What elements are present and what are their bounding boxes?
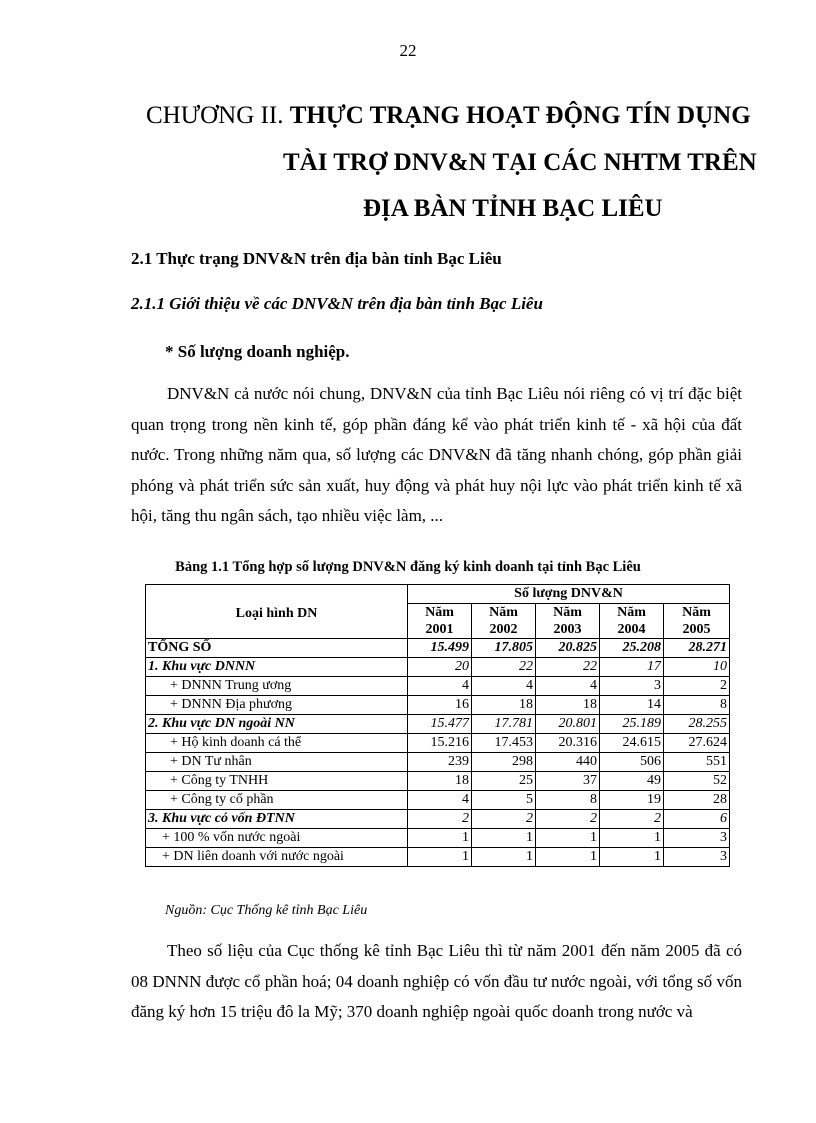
row-label: + DNNN Địa phương — [146, 696, 408, 715]
enterprise-count-table — [145, 584, 730, 867]
cell-value: 1 — [536, 848, 600, 867]
cell-value: 28.255 — [664, 715, 730, 734]
cell-value: 18 — [408, 772, 472, 791]
cell-value: 20.316 — [536, 734, 600, 753]
section-heading-2-1: 2.1 Thực trạng DNV&N trên địa bàn tỉnh Bạc Liêu — [131, 249, 502, 268]
cell-value: 25 — [472, 772, 536, 791]
subheading-enterprise-count: * Số lượng doanh nghiệp. — [165, 342, 350, 361]
row-label: TỔNG SỐ — [146, 639, 408, 658]
cell-value: 15.216 — [408, 734, 472, 753]
cell-value: 4 — [408, 791, 472, 810]
cell-value: 4 — [536, 677, 600, 696]
table-row — [146, 677, 730, 696]
table-row — [146, 696, 730, 715]
cell-value: 4 — [472, 677, 536, 696]
cell-value: 298 — [472, 753, 536, 772]
cell-value: 2 — [664, 677, 730, 696]
chapter-title-text-1: THỰC TRẠNG HOẠT ĐỘNG TÍN DỤNG — [289, 102, 751, 129]
cell-value: 4 — [408, 677, 472, 696]
row-label: 3. Khu vực có vốn ĐTNN — [146, 810, 408, 829]
cell-value: 17.453 — [472, 734, 536, 753]
cell-value: 1 — [408, 848, 472, 867]
chapter-title-line-2 — [283, 150, 816, 175]
table-row — [146, 829, 730, 848]
cell-value: 8 — [536, 791, 600, 810]
cell-value: 25.208 — [600, 639, 664, 658]
cell-value: 28 — [664, 791, 730, 810]
table-row-group — [146, 715, 730, 734]
paragraph-intro: DNV&N cả nước nói chung, DNV&N của tỉnh Bạc Liêu nói riêng có vị trí đặc biệt quan trọng trong nền kinh tế, góp phần đáng kể vào phát triển kinh tế - xã hội của đất nước. Trong những năm qua, số lượng các DNV&N đã tăng nhanh chóng, góp phần giải phóng và phát triển sức sản xuất, huy động và phát huy nội lực vào phát triển kinh tế xã hội, tăng thu ngân sách, tạo nhiều việc làm, ... — [131, 384, 742, 526]
header-year: Năm 2003 — [536, 604, 600, 639]
cell-value: 8 — [664, 696, 730, 715]
cell-value: 3 — [664, 829, 730, 848]
cell-value: 5 — [472, 791, 536, 810]
table-caption: Bảng 1.1 Tổng hợp số lượng DNV&N đăng ký kinh doanh tại tỉnh Bạc Liêu — [175, 559, 641, 575]
cell-value: 20 — [408, 658, 472, 677]
cell-value: 18 — [536, 696, 600, 715]
row-label: + DNNN Trung ương — [146, 677, 408, 696]
cell-value: 1 — [600, 829, 664, 848]
chapter-prefix: CHƯƠNG II. — [146, 102, 290, 129]
row-label: + DN liên doanh với nước ngoài — [146, 848, 408, 867]
row-label: + 100 % vốn nước ngoài — [146, 829, 408, 848]
cell-value: 17 — [600, 658, 664, 677]
cell-value: 10 — [664, 658, 730, 677]
chapter-title-line-3 — [363, 196, 816, 221]
cell-value: 37 — [536, 772, 600, 791]
cell-value: 2 — [472, 810, 536, 829]
cell-value: 2 — [408, 810, 472, 829]
chapter-title-line-1 — [146, 103, 816, 128]
cell-value: 1 — [600, 848, 664, 867]
cell-value: 20.825 — [536, 639, 600, 658]
cell-value: 1 — [408, 829, 472, 848]
cell-value: 3 — [664, 848, 730, 867]
cell-value: 24.615 — [600, 734, 664, 753]
cell-value: 14 — [600, 696, 664, 715]
table-row — [146, 753, 730, 772]
table-row — [146, 772, 730, 791]
cell-value: 3 — [600, 677, 664, 696]
cell-value: 49 — [600, 772, 664, 791]
cell-value: 16 — [408, 696, 472, 715]
cell-value: 2 — [536, 810, 600, 829]
table-row — [146, 791, 730, 810]
cell-value: 239 — [408, 753, 472, 772]
cell-value: 1 — [472, 829, 536, 848]
row-label: + DN Tư nhân — [146, 753, 408, 772]
cell-value: 15.499 — [408, 639, 472, 658]
row-label: 1. Khu vực DNNN — [146, 658, 408, 677]
table-row-group — [146, 658, 730, 677]
header-year: Năm 2004 — [600, 604, 664, 639]
header-year: Năm 2002 — [472, 604, 536, 639]
cell-value: 15.477 — [408, 715, 472, 734]
row-label: + Công ty TNHH — [146, 772, 408, 791]
paragraph-statistics: Theo số liệu của Cục thống kê tỉnh Bạc Liêu thì từ năm 2001 đến năm 2005 đã có 08 DNNN được cổ phần hoá; 04 doanh nghiệp có vốn đầu tư nước ngoài, với tổng số vốn đăng ký hơn 15 triệu đô la Mỹ; 370 doanh nghiệp ngoài quốc doanh trong nước và — [131, 941, 742, 1022]
cell-value: 19 — [600, 791, 664, 810]
cell-value: 506 — [600, 753, 664, 772]
row-label: + Công ty cổ phần — [146, 791, 408, 810]
header-year: Năm 2001 — [408, 604, 472, 639]
header-quantity-group: Số lượng DNV&N — [408, 585, 730, 604]
cell-value: 17.805 — [472, 639, 536, 658]
cell-value: 551 — [664, 753, 730, 772]
page-number: 22 — [399, 41, 417, 60]
cell-value: 440 — [536, 753, 600, 772]
cell-value: 25.189 — [600, 715, 664, 734]
cell-value: 52 — [664, 772, 730, 791]
chapter-title-text-2: TÀI TRỢ DNV&N TẠI CÁC NHTM TRÊN — [283, 149, 757, 176]
table-row — [146, 848, 730, 867]
cell-value: 22 — [536, 658, 600, 677]
row-label: 2. Khu vực DN ngoài NN — [146, 715, 408, 734]
cell-value: 1 — [472, 848, 536, 867]
cell-value: 22 — [472, 658, 536, 677]
header-enterprise-type: Loại hình DN — [146, 585, 408, 639]
row-label: + Hộ kinh doanh cá thể — [146, 734, 408, 753]
cell-value: 20.801 — [536, 715, 600, 734]
table-row-total — [146, 639, 730, 658]
cell-value: 27.624 — [664, 734, 730, 753]
cell-value: 1 — [536, 829, 600, 848]
section-heading-2-1-1: 2.1.1 Giới thiệu về các DNV&N trên địa bàn tỉnh Bạc Liêu — [131, 294, 543, 313]
table-row-group — [146, 810, 730, 829]
cell-value: 18 — [472, 696, 536, 715]
chapter-title-text-3: ĐỊA BÀN TỈNH BẠC LIÊU — [363, 195, 663, 222]
cell-value: 28.271 — [664, 639, 730, 658]
header-year: Năm 2005 — [664, 604, 730, 639]
table-source-note: Nguồn: Cục Thống kê tỉnh Bạc Liêu — [165, 903, 368, 918]
cell-value: 2 — [600, 810, 664, 829]
cell-value: 6 — [664, 810, 730, 829]
table-row — [146, 734, 730, 753]
cell-value: 17.781 — [472, 715, 536, 734]
